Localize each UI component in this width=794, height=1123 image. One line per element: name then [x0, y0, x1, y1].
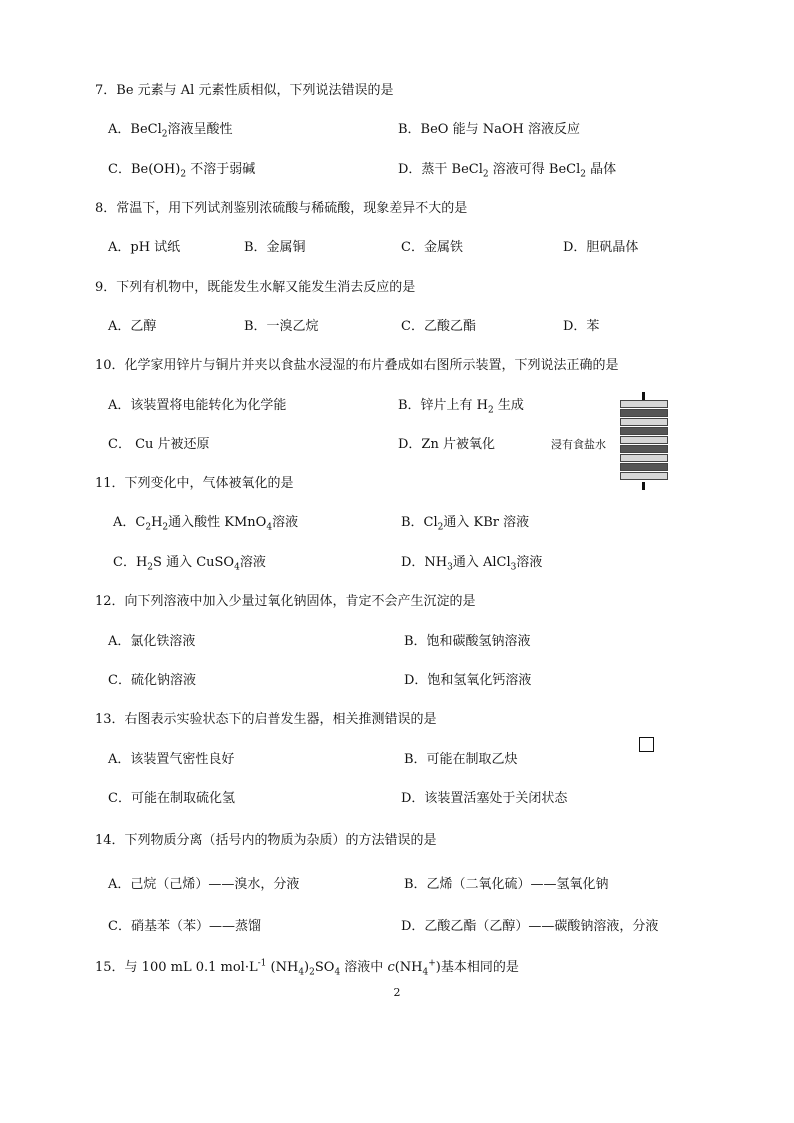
q13-option-a: A．该装置气密性良好: [108, 752, 235, 767]
q13-option-d: D．该装置活塞处于关闭状态: [401, 791, 568, 806]
q10-option-c: C． Cu 片被还原: [108, 437, 210, 452]
voltaic-pile-figure: [620, 393, 668, 491]
q8-option-a: A．pH 试纸: [108, 240, 181, 255]
q12-option-d: D．饱和氢氧化钙溶液: [404, 673, 532, 688]
q8-option-d: D．胆矾晶体: [563, 240, 639, 255]
q12-stem: 12．向下列溶液中加入少量过氧化钠固体，肯定不会产生沉淀的是: [95, 594, 476, 609]
q9-option-a: A．乙醇: [108, 319, 157, 334]
q8-option-c: C．金属铁: [401, 240, 463, 255]
q10-stem: 10．化学家用锌片与铜片并夹以食盐水浸湿的布片叠成如右图所示装置，下列说法正确的是: [95, 358, 619, 373]
q14-option-d: D．乙酸乙酯（乙醇）——碳酸钠溶液，分液: [401, 919, 659, 934]
q14-option-b: B．乙烯（二氧化硫）——氢氧化钠: [404, 877, 609, 892]
q7-option-d: D．蒸干 BeCl$_2$ 溶液可得 BeCl$_2$ 晶体: [398, 162, 617, 180]
q13-option-b: B．可能在制取乙炔: [404, 752, 518, 767]
page-number: 2: [393, 986, 401, 999]
q10-option-a: A．该装置将电能转化为化学能: [108, 398, 287, 413]
q7-option-a: A．BeCl$_2$溶液呈酸性: [108, 122, 233, 140]
q12-option-c: C．硫化钠溶液: [108, 673, 196, 688]
q14-option-a: A．己烷（己烯）——溴水，分液: [108, 877, 300, 892]
q13-option-c: C．可能在制取硫化氢: [108, 791, 235, 806]
q14-stem: 14．下列物质分离（括号内的物质为杂质）的方法错误的是: [95, 833, 437, 848]
q15-stem: 15．与 100 mL 0.1 $mol\cdot L^{-1}$ $(NH_4)_2SO_4$ 溶液中 $c(NH_4^+)$基本相同的是: [95, 958, 519, 978]
q14-option-c: C．硝基苯（苯）——蒸馏: [108, 919, 261, 934]
q11-option-c: C．$H_2S$ 通入 CuSO$_4$溶液: [113, 555, 266, 573]
q9-option-c: C．乙酸乙酯: [401, 319, 476, 334]
q10-option-b: B．锌片上有 $H_2$ 生成: [398, 398, 524, 416]
q11-option-a: A．$C_2H_2$通入酸性 KMnO$_4$溶液: [113, 515, 299, 533]
q7-option-c: C．$Be(OH)_2$ 不溶于弱碱: [108, 162, 256, 180]
q9-option-b: B．一溴乙烷: [244, 319, 319, 334]
q11-option-d: D．$NH_3$通入 AlCl$_3$溶液: [401, 555, 543, 573]
kipp-generator-figure-placeholder: [639, 737, 654, 752]
q11-stem: 11．下列变化中，气体被氧化的是: [95, 476, 294, 491]
q7-stem: 7．Be 元素与 Al 元素性质相似，下列说法错误的是: [95, 83, 394, 98]
q7-option-b: B．BeO 能与 NaOH 溶液反应: [398, 122, 580, 137]
q8-stem: 8．常温下，用下列试剂鉴别浓硫酸与稀硫酸，现象差异不大的是: [95, 201, 468, 216]
q13-stem: 13．右图表示实验状态下的启普发生器，相关推测错误的是: [95, 712, 437, 727]
battery-figure-caption: 浸有食盐水: [551, 438, 606, 451]
q10-option-d: D．Zn 片被氧化: [398, 437, 495, 452]
q11-option-b: B．$Cl_2$通入 KBr 溶液: [401, 515, 530, 533]
q9-option-d: D．苯: [563, 319, 600, 334]
q9-stem: 9．下列有机物中，既能发生水解又能发生消去反应的是: [95, 280, 416, 295]
q8-option-b: B．金属铜: [244, 240, 306, 255]
q12-option-a: A．氯化铁溶液: [108, 634, 196, 649]
q12-option-b: B．饱和碳酸氢钠溶液: [404, 634, 531, 649]
